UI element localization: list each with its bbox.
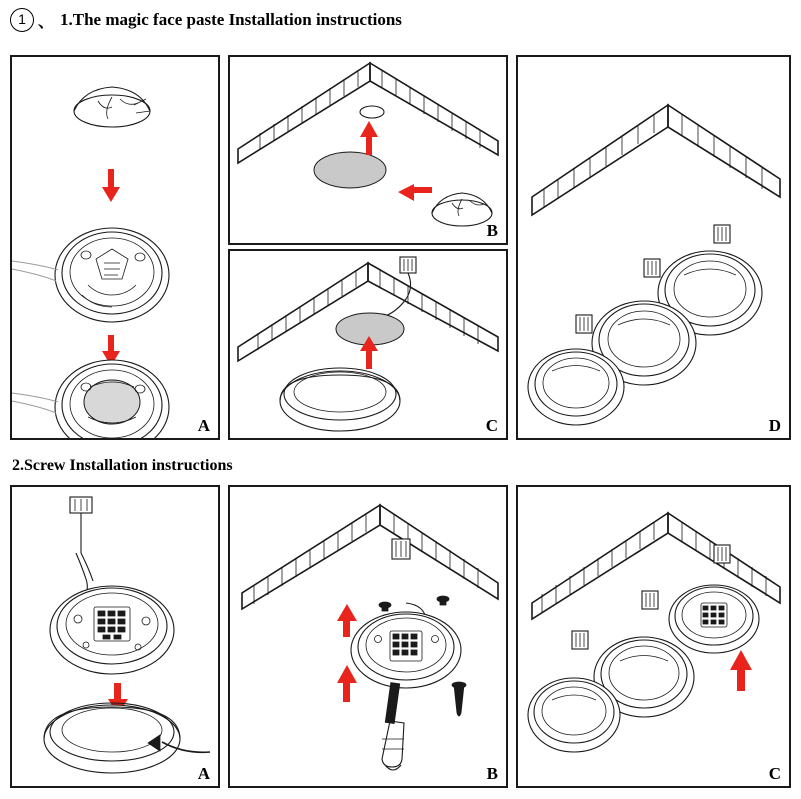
arrow-up-b: [360, 121, 378, 155]
panel-label-1a: A: [197, 416, 210, 435]
arrow-down-1: [102, 169, 120, 202]
cabinet-corner-2b: [242, 505, 498, 609]
base-plate-b: [351, 612, 461, 688]
adhesive-pad-loose: [432, 193, 492, 226]
screw-right: [437, 596, 449, 605]
light-fixture-with-pad: [12, 360, 169, 438]
connector-2c-2: [642, 591, 658, 609]
power-connector-a: [70, 497, 93, 599]
panel-2c: [516, 485, 791, 788]
mount-hole: [360, 106, 384, 118]
mounted-light-3: [528, 349, 624, 425]
cabinet-corner-d: [532, 105, 780, 215]
panel-label-2b: B: [486, 764, 498, 783]
section2-title: 2.Screw Installation instructions: [12, 457, 233, 474]
ceiling-connector: [382, 257, 416, 317]
light-fixture-c: [280, 368, 400, 431]
arrow-up-2c: [730, 650, 752, 691]
adhesive-pad-top: [74, 87, 150, 127]
arrow-left-b: [398, 184, 432, 201]
connector-1: [714, 225, 730, 243]
panel-1b: [228, 55, 508, 245]
connector-2c-3: [572, 631, 588, 649]
ceiling-connector-2b: [392, 539, 410, 559]
panel-1c: [228, 249, 508, 440]
panel-label-2c: C: [768, 764, 781, 783]
long-screw: [452, 682, 466, 716]
section1-title: 1.The magic face paste Installation instructions: [60, 10, 402, 29]
adhesive-pad-placed: [314, 152, 386, 188]
screwdriver-icon: [382, 683, 404, 770]
panel-label-1b: B: [486, 221, 498, 240]
panel-label-2a: A: [197, 764, 210, 783]
mounted-light-2c-3: [528, 678, 620, 752]
screw-left: [379, 602, 391, 611]
mounted-light-2c-1: [669, 585, 759, 653]
panel-1d: [516, 55, 791, 440]
heading-separator: 、: [38, 13, 55, 31]
panel-label-1d: D: [768, 416, 781, 435]
light-fixture-back: [12, 228, 169, 322]
panel-1a: [10, 55, 220, 440]
base-plate-a: [50, 586, 174, 674]
connector-3: [576, 315, 592, 333]
arrow-up-2b-1: [337, 604, 357, 637]
step-number-badge: 1: [10, 8, 34, 32]
panel-label-1c: C: [485, 416, 498, 435]
connector-2: [644, 259, 660, 277]
panel-2a: [10, 485, 220, 788]
panel-2b: [228, 485, 508, 788]
connector-2c-1: [714, 545, 730, 563]
section2-heading: [12, 457, 233, 475]
section1-heading: [10, 8, 402, 32]
arrow-up-2b-2: [337, 665, 357, 702]
